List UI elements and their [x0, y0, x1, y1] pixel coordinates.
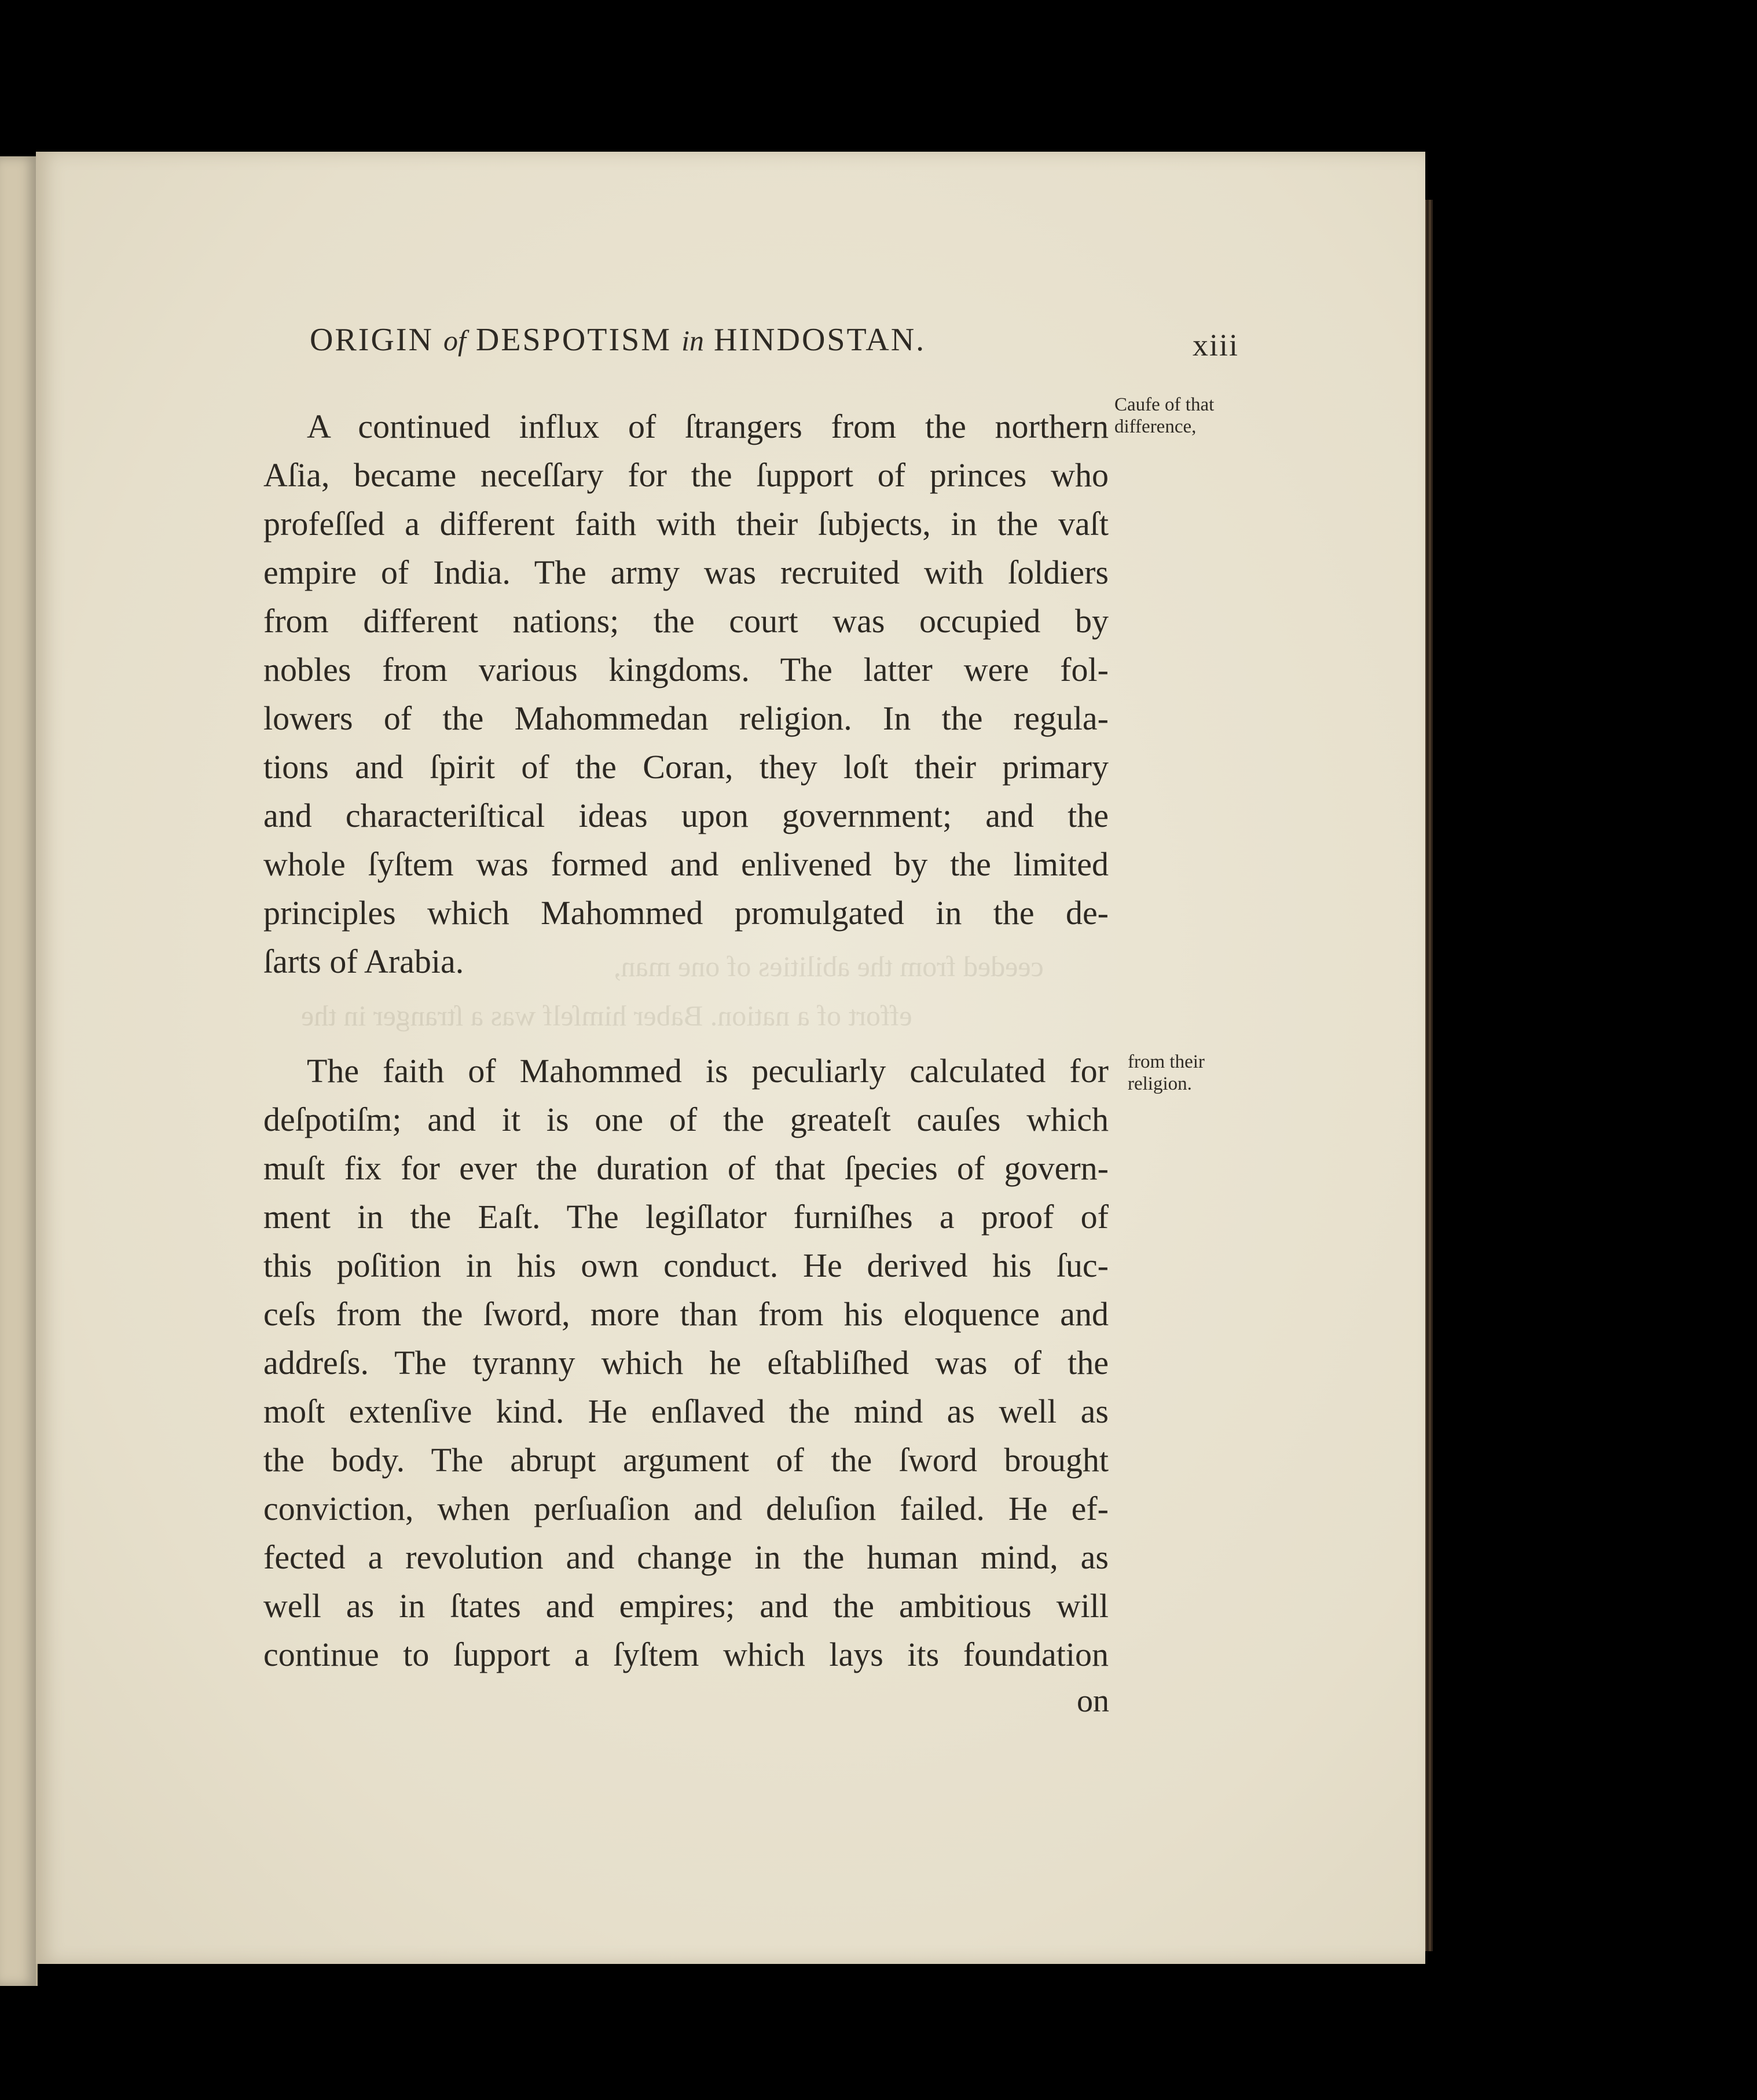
page-number: xiii	[1193, 328, 1239, 362]
show-through-text: effort of a nation. Baber himſelf was a ſtranger in the	[301, 999, 912, 1032]
text-line: whole ſyſtem was formed and enlivened by the limited	[263, 845, 1109, 883]
text-line: from different nations; the court was occupied by	[263, 602, 1109, 640]
marginal-note	[1128, 1051, 1267, 1095]
marginal-note-line: religion.	[1128, 1073, 1192, 1094]
left-page-edge	[0, 156, 38, 1986]
marginal-note	[1114, 394, 1253, 438]
text-line: well as in ſtates and empires; and the ambitious will	[263, 1587, 1109, 1625]
show-through-text: ceeded from the abilities of one man,	[614, 950, 1044, 983]
text-line: conviction, when perſuaſion and deluſion failed. He ef-	[263, 1490, 1109, 1527]
text-line: this poſition in his own conduct. He derived his ſuc-	[263, 1247, 1109, 1284]
text-line: and characteriſtical ideas upon government; and the	[263, 797, 1109, 834]
text-line: nobles from various kingdoms. The latter were fol-	[263, 651, 1109, 688]
text-line: fected a revolution and change in the human mind, as	[263, 1538, 1109, 1576]
marginal-note-line: from their	[1128, 1051, 1205, 1072]
marginal-note-line: difference,	[1114, 416, 1197, 437]
text-line: deſpotiſm; and it is one of the greateſt cauſes which	[263, 1101, 1109, 1138]
running-head-word: of	[443, 324, 466, 357]
running-head-word: ORIGIN	[310, 322, 434, 358]
running-head-word: DESPOTISM	[475, 322, 672, 358]
running-head-word: in	[681, 324, 704, 357]
text-line: profeſſed a different faith with their ſubjects, in the vaſt	[263, 505, 1109, 543]
text-line: ment in the Eaſt. The legiſlator furniſhes a proof of	[263, 1198, 1109, 1236]
text-line: moſt extenſive kind. He enſlaved the mind as well as	[263, 1392, 1109, 1430]
paragraph-2	[263, 1047, 1109, 1679]
running-head-word: HINDOSTAN.	[713, 322, 926, 358]
text-line: ſarts of Arabia.	[263, 943, 464, 980]
text-line: muſt fix for ever the duration of that ſpecies of govern-	[263, 1149, 1109, 1187]
text-line: tions and ſpirit of the Coran, they loſt their primary	[263, 748, 1109, 786]
text-line: continue to ſupport a ſyſtem which lays its foundation	[263, 1636, 1109, 1673]
catchword: on	[1077, 1683, 1109, 1719]
marginal-note-line: Caufe of that	[1114, 394, 1215, 415]
text-line: A continued influx of ſtrangers from the northern	[307, 408, 1109, 445]
text-line: the body. The abrupt argument of the ſword brought	[263, 1441, 1109, 1479]
paragraph-1	[263, 402, 1109, 986]
text-line: principles which Mahommed promulgated in the de-	[263, 894, 1109, 932]
text-line: The faith of Mahommed is peculiarly calculated for	[307, 1052, 1109, 1090]
text-line: lowers of the Mahommedan religion. In the regula-	[263, 699, 1109, 737]
text-line: ceſs from the ſword, more than from his eloquence and	[263, 1295, 1109, 1333]
text-line: empire of India. The army was recruited with ſoldiers	[263, 554, 1109, 591]
text-line: addreſs. The tyranny which he eſtabliſhed was of the	[263, 1344, 1109, 1381]
running-head	[310, 321, 1236, 358]
text-line: Aſia, became neceſſary for the ſupport of princes who	[263, 456, 1109, 494]
